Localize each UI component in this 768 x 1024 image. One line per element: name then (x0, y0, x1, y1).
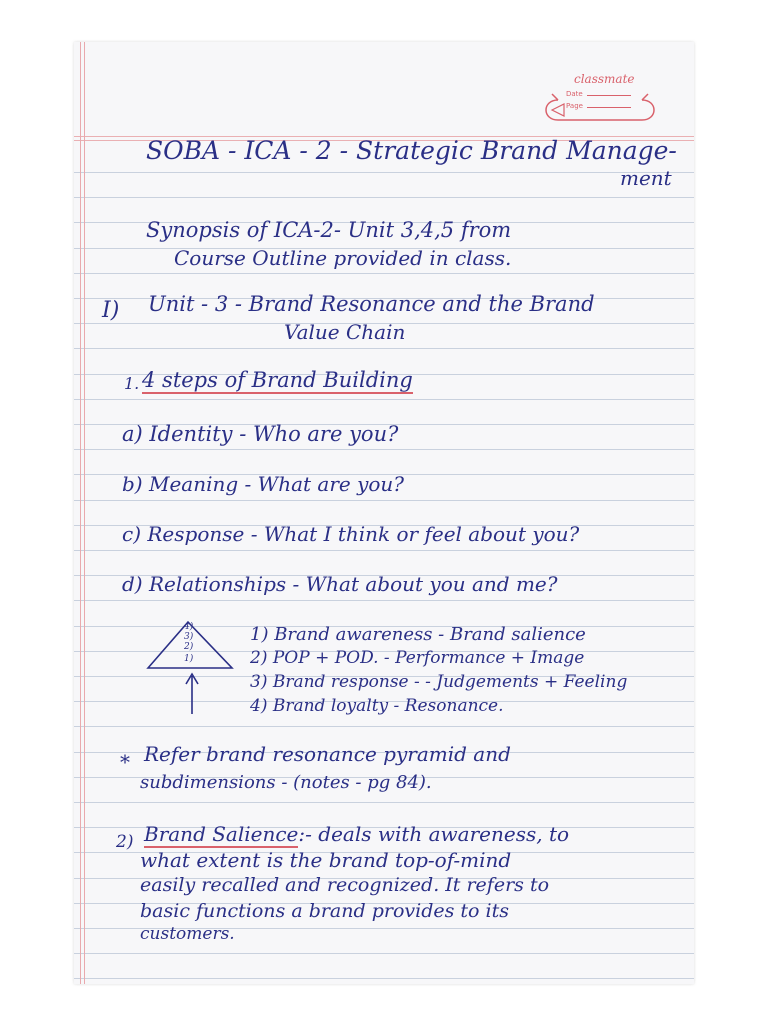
logo-brand: classmate (574, 72, 635, 86)
date-field: Date (566, 90, 631, 98)
ruled-line (74, 726, 694, 727)
list-item-2: 2) POP + POD. - Performance + Image (250, 648, 585, 668)
salience-line-4: basic functions a brand provides to its (140, 900, 509, 922)
ruled-line (74, 273, 694, 274)
notebook-page (74, 42, 694, 984)
ruled-line (74, 600, 694, 601)
item-a: a) Identity - Who are you? (122, 422, 399, 446)
page-field: Page (566, 102, 631, 110)
ruled-line (74, 449, 694, 450)
refer-star: * (120, 750, 130, 774)
item-c: c) Response - What I think or feel about you? (122, 522, 580, 546)
pyramid-level-2: 2) (184, 642, 194, 652)
refer-line-2: subdimensions - (notes - pg 84). (140, 772, 432, 793)
refer-line-1: Refer brand resonance pyramid and (144, 742, 511, 766)
synopsis-line-1: Synopsis of ICA-2- Unit 3,4,5 from (146, 218, 512, 242)
salience-line-1 (144, 822, 569, 846)
salience-number: 2) (116, 832, 134, 852)
ruled-line (74, 978, 694, 979)
margin-line-left-2 (84, 42, 85, 984)
salience-line-1-rest: :- deals with awareness, to (298, 822, 570, 846)
step-title: 4 steps of Brand Building (142, 368, 413, 392)
margin-line-left (80, 42, 81, 984)
salience-title: Brand Salience (144, 822, 299, 846)
salience-line-3: easily recalled and recognized. It refers to (140, 874, 550, 896)
classmate-logo (538, 72, 664, 132)
item-b: b) Meaning - What are you? (122, 472, 405, 496)
bleed-through (234, 176, 240, 197)
ruled-line (74, 550, 694, 551)
list-item-3: 3) Brand response - - Judgements + Feeling (250, 672, 628, 692)
ruled-line (74, 172, 694, 173)
title-line-2: ment (620, 166, 672, 190)
synopsis-line-2: Course Outline provided in class. (174, 246, 512, 270)
ruled-line (74, 348, 694, 349)
pyramid-level-1: 1) (184, 654, 194, 664)
pyramid-level-4: 4) (184, 622, 194, 632)
step-number: 1. (124, 374, 140, 393)
salience-line-5: customers. (140, 924, 235, 944)
ruled-line (74, 399, 694, 400)
list-item-4: 4) Brand loyalty - Resonance. (250, 696, 504, 716)
unit-line-2: Value Chain (284, 320, 406, 344)
unit-number: I) (102, 298, 120, 323)
pyramid-level-3: 3) (184, 632, 194, 642)
ruled-line (74, 953, 694, 954)
unit-line-1: Unit - 3 - Brand Resonance and the Brand (148, 292, 595, 316)
title-line-1: SOBA - ICA - 2 - Strategic Brand Manage- (146, 136, 677, 165)
list-item-1: 1) Brand awareness - Brand salience (250, 624, 586, 645)
salience-line-2: what extent is the brand top-of-mind (140, 848, 512, 872)
ruled-line (74, 802, 694, 803)
ruled-line (74, 197, 694, 198)
item-d: d) Relationships - What about you and me? (122, 572, 558, 596)
ruled-line (74, 500, 694, 501)
